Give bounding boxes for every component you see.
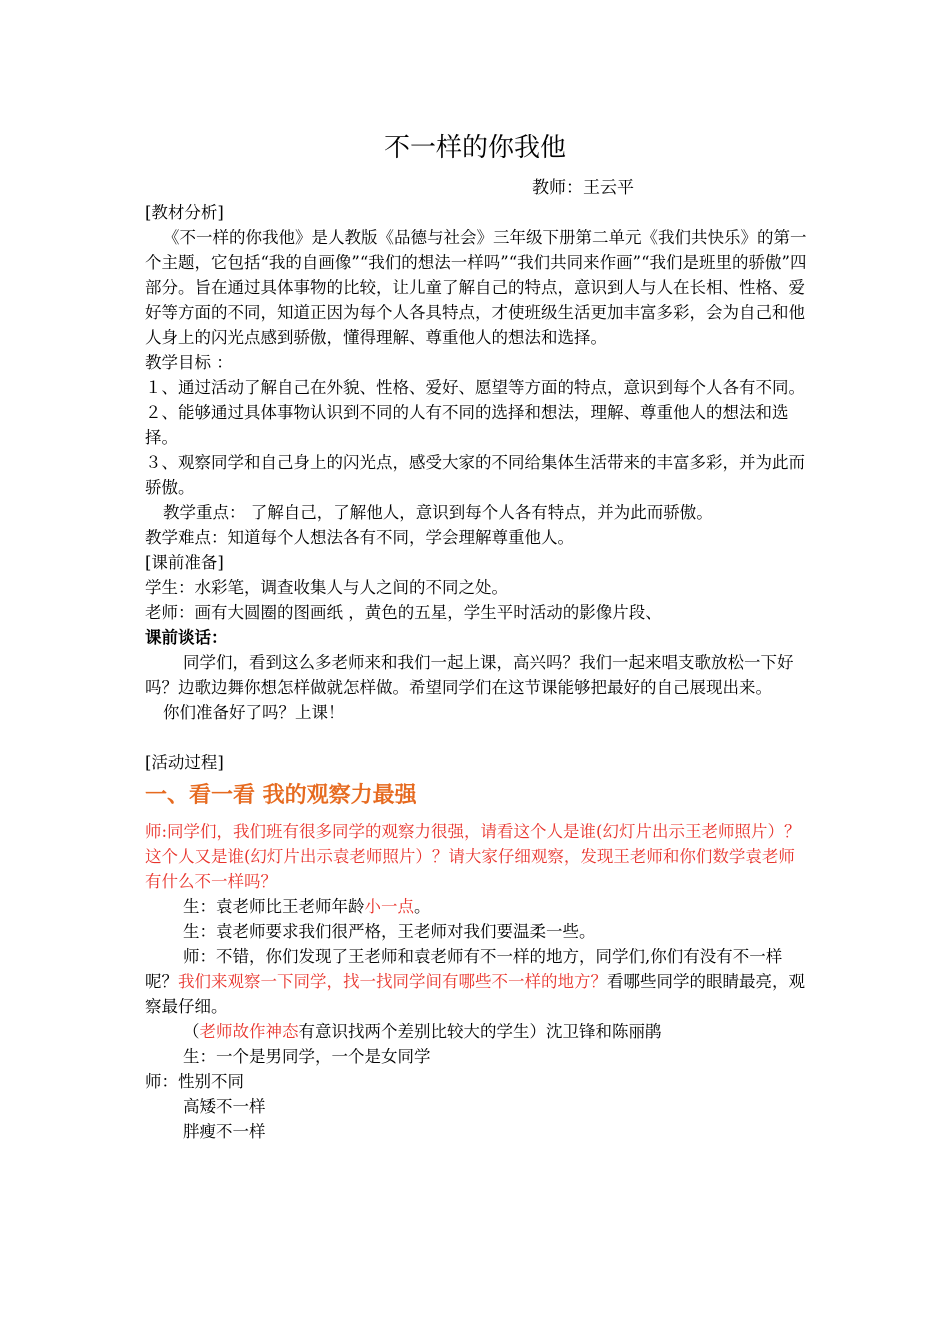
goal-2: ２、能够通过具体事物认识到不同的人有不同的选择和想法，理解、尊重他人的想法和选择。: [145, 403, 789, 447]
prep-student: 学生：水彩笔，调查收集人与人之间的不同之处。: [145, 578, 508, 597]
analysis-paragraph: 《不一样的你我他》是人教版《品德与社会》三年级下册第二单元《我们共快乐》的第一个主题，它包括“我的自画像”“我们的想法一样吗”“我们共同来作画”“我们是班里的骄傲”四部分。旨在通过具体事物的比较，让儿童了解自己的特点，意识到人与人在长相、性格、爱好等方面的不同，知道正因为每个人各具特点，才使班级生活更加丰富多彩，会为自己和他人身上的闪光点感到骄傲，懂得理解、尊重他人的想法和选择。: [145, 228, 807, 347]
teacher-name: 教师：王云平: [532, 178, 634, 198]
section-1-teacher-3: 师：性别不同: [145, 1072, 244, 1091]
blank-line: [145, 725, 810, 750]
answer-1-end: 。: [414, 897, 431, 916]
note-text: 有意识找两个差别比较大的学生）沈卫锋和陈丽鹃: [298, 1022, 662, 1041]
note-open: （: [183, 1022, 200, 1041]
teacher-2-end: 看哪些同学的眼睛最亮，观察最仔细。: [145, 972, 805, 1016]
difficulty: 教学难点：知道每个人想法各有不同，学会理解尊重他人。: [145, 528, 574, 547]
answer-1-text: 生：袁老师比王老师年龄: [183, 897, 365, 916]
key-point: 教学重点： 了解自己，了解他人，意识到每个人各有特点，并为此而骄傲。: [163, 503, 713, 522]
prep-heading: [课前准备]: [145, 553, 224, 572]
document-title: 不一样的你我他: [383, 133, 566, 163]
talk-paragraph: 同学们，看到这么多老师来和我们一起上课，高兴吗？我们一起来唱支歌放松一下好吗？边歌边舞你想怎样做就怎样做。希望同学们在这节课能够把最好的自己展现出来。: [145, 653, 794, 697]
section-1-line-1: 高矮不一样: [183, 1097, 266, 1116]
talk-heading: 课前谈话：: [145, 628, 228, 647]
section-1-answer-2: 生：袁老师要求我们很严格，王老师对我们要温柔一些。: [183, 922, 596, 941]
section-1-teacher-question: 师:同学们，我们班有很多同学的观察力很强，请看这个人是谁(幻灯片出示王老师照片）？这个人又是谁(幻灯片出示袁老师照片）？请大家仔细观察，发现王老师和你们数学袁老师有什么不一样吗？: [145, 822, 801, 891]
teacher-2-highlight: 我们来观察一下同学，找一找同学间有哪些不一样的地方？: [178, 972, 607, 991]
section-1-line-2: 胖瘦不一样: [183, 1122, 266, 1141]
goal-1: １、通过活动了解自己在外貌、性格、爱好、愿望等方面的特点，意识到每个人各有不同。: [145, 378, 805, 397]
section-1-heading: 一、看一看 我的观察力最强: [145, 783, 417, 808]
prep-teacher: 老师：画有大圆圈的图画纸 ，黄色的五星，学生平时活动的影像片段、: [145, 603, 662, 622]
section-1-answer-3: 生：一个是男同学，一个是女同学: [183, 1047, 431, 1066]
teacher-2-text: 师：不错，你们发现了王老师和袁老师有不一样的地方，同学们,你们有没有不一样呢？: [145, 947, 783, 991]
section-1-answer-1: [145, 894, 810, 919]
answer-1-highlight: 小一点: [364, 897, 414, 916]
goal-3: ３、观察同学和自己身上的闪光点，感受大家的不同给集体生活带来的丰富多彩，并为此而骄傲。: [145, 453, 805, 497]
note-highlight: 老师故作神态: [199, 1022, 299, 1041]
section-1-note: [145, 1019, 810, 1044]
section-1-teacher-2: [145, 944, 810, 1019]
document-body: [145, 200, 810, 1144]
process-heading: [活动过程]: [145, 753, 224, 772]
talk-ready: 你们准备好了吗？上课！: [163, 703, 345, 722]
goals-heading: 教学目标 ：: [145, 353, 233, 372]
analysis-heading: [教材分析]: [145, 203, 224, 222]
